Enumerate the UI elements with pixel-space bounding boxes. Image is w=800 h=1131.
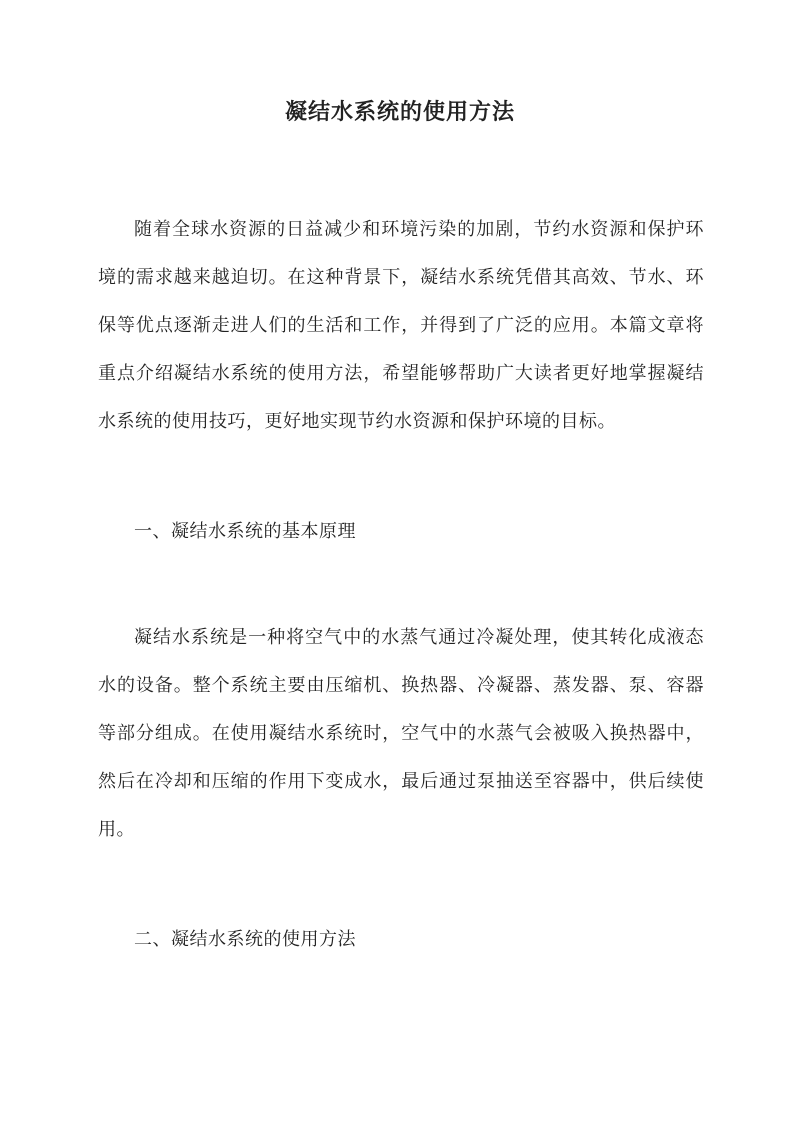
document-title: 凝结水系统的使用方法 — [284, 99, 515, 125]
section-body-1: 凝结水系统是一种将空气中的水蒸气通过冷凝处理，使其转化成液态水的设备。整个系统主要由压缩机、换热器、冷凝器、蒸发器、泵、容器等部分组成。在使用凝结水系统时，空气中的水蒸气会被吸入换热器中，然后在冷却和压缩的作用下变成水，最后通过泵抽送至容器中，供后续使用。 — [98, 627, 704, 840]
intro-paragraph: 随着全球水资源的日益减少和环境污染的加剧，节约水资源和保护环境的需求越来越迫切。在这种背景下，凝结水系统凭借其高效、节水、环保等优点逐渐走进人们的生活和工作，并得到了广泛的应用。本篇文章将重点介绍凝结水系统的使用方法，希望能够帮助广大读者更好地掌握凝结水系统的使用技巧，更好地实现节约水资源和保护环境的目标。 — [98, 219, 704, 432]
section-heading-1: 一、凝结水系统的基本原理 — [134, 521, 356, 542]
section-heading-2: 二、凝结水系统的使用方法 — [134, 929, 356, 950]
